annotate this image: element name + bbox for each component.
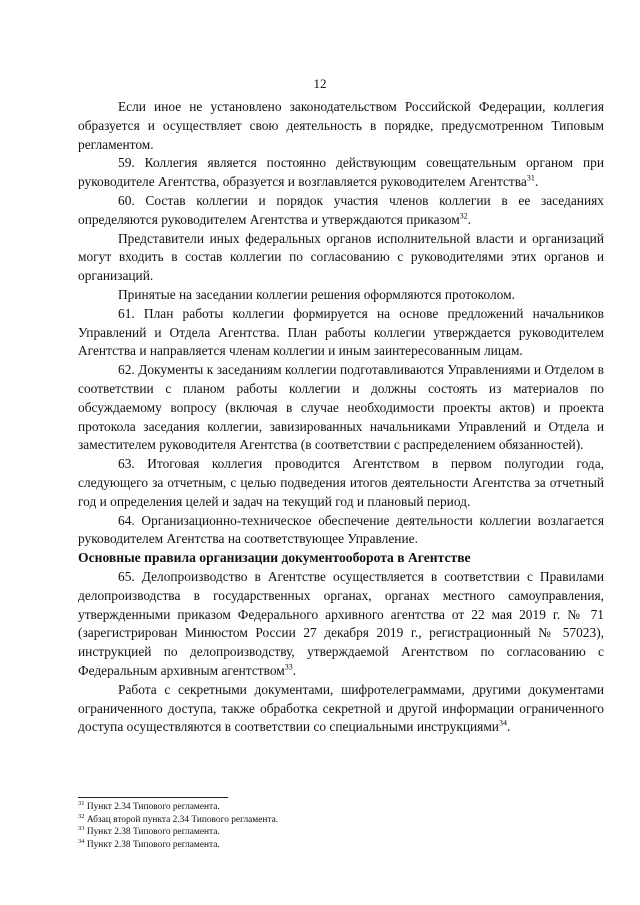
paragraph — [78, 512, 604, 550]
paragraph — [78, 192, 604, 230]
footnote — [78, 839, 604, 852]
paragraph-text: Если иное не установлено законодательством Российской Федерации, коллегия образуется и осуществляет свою деятельность в порядке, предусмотренном Типовым регламентом. — [78, 99, 604, 152]
paragraph-text: Работа с секретными документами, шифротелеграммами, другими документами ограниченного доступа, также обработка секретной и другой информации ограниченного доступа осуществляются в соответствии со специальными инструкциями — [78, 681, 604, 735]
paragraph — [78, 681, 604, 737]
paragraph-text: 60. Состав коллегии и порядок участия членов коллегии в ее заседаниях определяются руководителем Агентства и утверждаются приказом — [78, 192, 604, 227]
paragraph-text: Представители иных федеральных органов исполнительной власти и организаций могут входить в состав коллегии по согласованию с руководителями этих органов и организаций. — [78, 230, 604, 284]
paragraph-text: 64. Организационно-техническое обеспечение деятельности коллегии возлагается руководителем Агентства на соответствующее Управление. — [78, 512, 604, 547]
paragraph — [78, 98, 604, 154]
footnote-separator — [78, 797, 228, 798]
paragraph-tail: . — [534, 174, 539, 190]
document-body — [78, 98, 604, 737]
paragraph-text: 59. Коллегия является постоянно действующим совещательным органом при руководителе Агентства, образуется и возглавляется руководителем Агентства — [78, 155, 604, 190]
paragraph-text: Принятые на заседании коллегии решения оформляются протоколом. — [118, 286, 515, 302]
paragraph — [78, 305, 604, 361]
footnote-text: Пункт 2.38 Типового регламента. — [84, 839, 220, 850]
footnotes — [78, 801, 604, 851]
paragraph-tail: . — [292, 662, 297, 678]
section-heading: Основные правила организации документооборота в Агентстве — [78, 550, 471, 566]
footnote-number: 31 — [78, 799, 85, 807]
paragraph-tail: . — [506, 719, 511, 735]
footnote-text: Пункт 2.38 Типового регламента. — [84, 827, 220, 838]
footnote-number: 34 — [78, 837, 85, 845]
footnote-text: Абзац второй пункта 2.34 Типового регламента. — [84, 814, 279, 825]
footnote-number: 33 — [78, 825, 85, 833]
footnote-ref: 33 — [284, 662, 293, 672]
paragraph-tail: . — [467, 211, 472, 227]
paragraph — [78, 154, 604, 192]
paragraph-text: 63. Итоговая коллегия проводится Агентством в первом полугодии года, следующего за отчетным, с целью подведения итогов деятельности Агентства за отчетный год и определения целей и задач на текущий год и плановый период. — [78, 456, 604, 509]
paragraph — [78, 455, 604, 511]
paragraph-text: 61. План работы коллегии формируется на основе предложений начальников Управлений и Отдела Агентства. План работы коллегии утверждается руководителем Агентства и направляется членам коллегии и иным заинтересованным лицам. — [78, 305, 604, 359]
footnote — [78, 826, 604, 839]
paragraphs-before-heading — [78, 98, 604, 549]
paragraph — [78, 568, 604, 681]
footnote-ref: 34 — [498, 718, 507, 728]
paragraph — [78, 361, 604, 455]
footnote-ref: 32 — [459, 211, 468, 221]
paragraph — [78, 230, 604, 286]
page-number: 12 — [313, 76, 327, 91]
footnote-ref: 31 — [526, 173, 535, 183]
paragraph-text: 65. Делопроизводство в Агентстве осуществляется в соответствии с Правилами делопроизводства в государственных органах, органах местного самоуправления, утвержденными приказом Федерального архивного агентства от 22 мая 2019 г. № 71 (зарегистрирован Минюстом России 27 декабря 2019 г., регистрационный № 57023), инструкцией по делопроизводству, утверждаемой Агентством по согласованию с Федеральным архивным агентством — [78, 568, 604, 678]
paragraphs-after-heading — [78, 568, 604, 737]
footnote-number: 32 — [78, 812, 85, 820]
footnote — [78, 814, 604, 827]
paragraph — [78, 286, 604, 305]
footnote-text: Пункт 2.34 Типового регламента. — [84, 802, 220, 812]
footnote — [78, 801, 604, 814]
paragraph-text: 62. Документы к заседаниям коллегии подготавливаются Управлениями и Отделом в соответствии с планом работы коллегии и должны состоять из материалов по обсуждаемому вопросу (включая в случае необходимости проекты актов) и проекта протокола заседания коллегии, завизированных начальниками Управлений и Отдела и заместителем руководителя Агентства (в соответствии с распределением обязанностей). — [78, 362, 604, 453]
